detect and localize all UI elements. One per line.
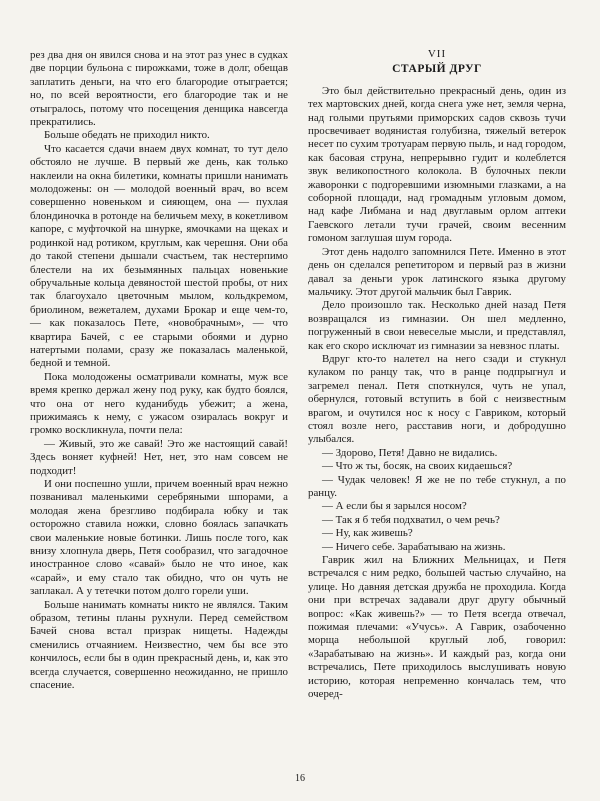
page-number: 16 (295, 773, 305, 784)
paragraph: рез два дня он явился снова и на этот раз унес в судках две порции бульона с пирожками, тоже в долг, обещав заплатить деньги, на что его благородие отыграется; но, по всей вероятности, его благородие так и не отыгралось, потому что посещения денщика навсегда прекратились. (30, 49, 288, 129)
chapter-number: VII (427, 48, 447, 60)
paragraph: Больше нанимать комнаты никто не являлся. Таким образом, тетины планы рухнули. Перед семейством Бачей снова встал призрак нищеты. Надежды сменились отчаянием. Неизвестно, чем бы все это кончилось, если бы в один прекрасный день, и, как это всегда случается, совершенно неожиданно, не пришло спасение. (30, 598, 288, 692)
dialogue-line: — Здорово, Петя! Давно не видались. (322, 446, 498, 459)
paragraph: Пока молодожены осматривали комнаты, муж все время крепко держал жену под руку, как будто боялся, что она от него куданибудь убежит; а жена, прижимаясь к нему, с ужасом озиралась вокруг и громко воскликнула, почти пела: (30, 370, 288, 437)
paragraph: — Живый, это же савай! Это же настоящий савай! Здесь воняет куфней! Нет, нет, это нам совсем не подходит! (30, 437, 288, 477)
dialogue-line: — Чудак человек! Я же не по тебе стукнул, а по ранцу. (308, 473, 566, 499)
paragraph: Гаврик жил на Ближних Мельницах, и Петя встречался с ним редко, большей частью случайно, на улице. Но давняя детская дружба не проходила. Когда они при встречах задавали друг другу обычный вопрос: «Как живешь?» — то Петя всегда отвечал, пожимая плечами: «Учусь». А Гаврик, озабоченно морща небольшой круглый лоб, говорил: «Зарабатываю на жизнь». И каждый раз, когда они встречались, Пете приходилось выслушивать новую историю, которая непременно кончалась тем, что очеред- (308, 554, 566, 701)
paragraph: Этот день надолго запомнился Пете. Именно в этот день он сделался репетитором и первый раз в жизни давал за деньги урок латинского языка другому мальчику. Этот другой мальчик был Гаврик. (308, 245, 566, 298)
dialogue-line: — Ну, как живешь? (322, 527, 413, 540)
dialogue-line: — Так я б тебя подхватил, о чем речь? (322, 513, 500, 526)
dialogue-line: — Что ж ты, босяк, на своих кидаешься? (322, 460, 513, 473)
chapter-title: СТАРЫЙ ДРУГ (392, 63, 482, 76)
paragraph: Дело произошло так. Несколько дней назад Петя возвращался из гимназии. Он шел медленно, погруженный в свои невеселые мысли, и представлял, как его скоро исключат из гимназии за невзнос платы. (308, 299, 566, 352)
paragraph: Что касается сдачи внаем двух комнат, то тут дело обстояло не лучше. В первый же день, как только наклеили на окна билетики, комнаты пришли нанимать молодожены: он — молодой военный врач, во всем совершенно новеньком и сияющем, она — пухлая блондиночка в ротонде на беличьем меху, в кокетливом капоре, с муфточкой на шнурке, ямочками на щеках и родинкой над ротиком, круглым, как черешня. Они оба до такой степени дышали счастьем, так нестерпимо блестели на их безымянных пальцах новенькие обручальные кольца девяностой шестой пробы, от них так благоухало цветочным мылом, кольдкремом, бриолином, вежеталем, духами Брокар и еще чем-то, — как показалось Пете, «новобрачным», — что квартира Бачей, с ее старыми обоями и дурно натертыми полами, сразу же показалась маленькой, бедной и темной. (30, 142, 288, 370)
left-column (30, 49, 288, 693)
dialogue-line: — Ничего себе. Зарабатываю на жизнь. (322, 540, 506, 553)
paragraph: И они поспешно ушли, причем военный врач нежно позванивал маленькими серебряными шпорами, а молодая жена брезгливо подбирала юбку и так осторожно ставила ножки, словно боялась запачкать свои маленькие новые ботинки. Лишь после того, как внизу хлопнула дверь, Петя сообразил, что загадочное иностранное слово «савай» было не что иное, как «сарай», и ему стало так обидно, что он чуть не заплакал. А у тетечки потом долго горели уши. (30, 478, 288, 598)
paragraph: Вдруг кто-то налетел на него сзади и стукнул кулаком по ранцу так, что в ранце подпрыгнул и загремел пенал. Петя споткнулся, чуть не упал, обернулся, готовый вступить в бой с неизвестным врагом, и очутился нос к носу с Гавриком, который стоял возле него, расставив ноги, и добродушно улыбался. (308, 352, 566, 446)
dialogue-line: — А если бы я зарылся носом? (322, 500, 467, 513)
paragraph: Это был действительно прекрасный день, один из тех мартовских дней, когда снега уже нет, земля черна, над голыми прутьями приморских садов сквозь тучи просвечивает водянистая голубизна, тяжелый ветерок несет по сухим тротуарам первую пыль, и над городом, как басовая струна, непрерывно гудит и колеблется звук великопостного колокола. В булочных пекли жаворонки с подгоревшими изюмными глазками, а на соборной площади, над громадным угловым домом, над кафе Либмана и над двуглавым орлом аптеки Гаевского летали тучи грачей, своим весенним гомоном заглушая шум города. (308, 84, 566, 245)
right-column (308, 48, 566, 702)
paragraph: Больше обедать не приходил никто. (44, 129, 210, 142)
